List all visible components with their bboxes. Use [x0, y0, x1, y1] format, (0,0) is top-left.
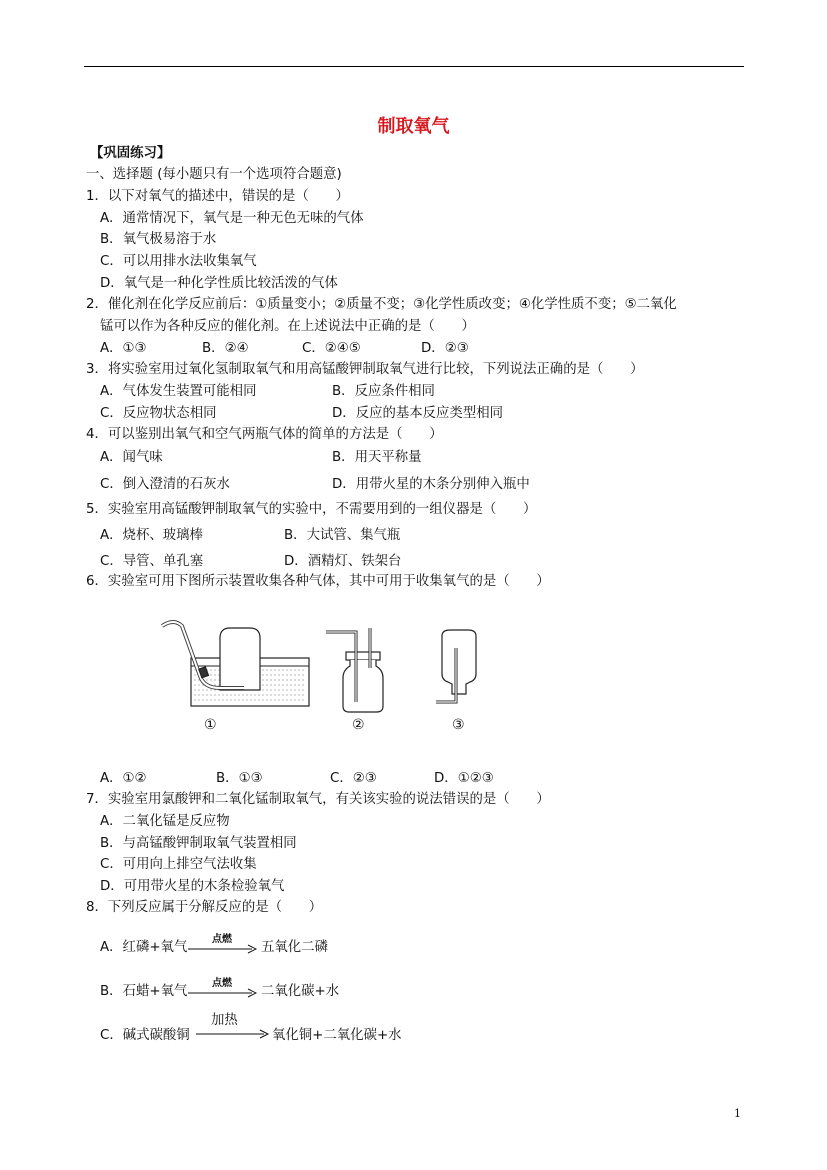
- q1-option-c: C．可以用排水法收集氧气: [100, 254, 257, 269]
- figure-label-2: ②: [352, 717, 365, 733]
- q7-stem: 7．实验室用氯酸钾和二氧化锰制取氧气，有关该实验的说法错误的是（ ）: [86, 792, 550, 807]
- q7-option-d: D．可用带火星的木条检验氧气: [100, 879, 285, 894]
- q8-option-a-product: 五氧化二磷: [261, 940, 328, 955]
- q8-option-b-condition: 点燃: [212, 978, 232, 989]
- q3-stem: 3．将实验室用过氧化氢制取氧气和用高锰酸钾制取氧气进行比较，下列说法正确的是（ ）: [86, 362, 644, 377]
- q8-option-c-products: 氧化铜+二氧化碳+水: [272, 1028, 402, 1043]
- q5-option-d: D．酒精灯、铁架台: [284, 554, 402, 569]
- q8-option-b-arrow: [188, 988, 258, 998]
- apparatus-1-water-displacement: [162, 622, 309, 706]
- q5-option-a: A．烧杯、玻璃棒: [100, 528, 203, 543]
- q1-option-b: B．氧气极易溶于水: [100, 232, 217, 247]
- q3-option-c: C．反应物状态相同: [100, 406, 217, 421]
- q6-option-b: B．①③: [216, 771, 263, 786]
- figure-label-3: ③: [452, 717, 465, 733]
- q5-stem: 5．实验室用高锰酸钾制取氧气的实验中，不需要用到的一组仪器是（ ）: [86, 502, 537, 517]
- q2-stem-line2: 锰可以作为各种反应的催化剂。在上述说法中正确的是（ ）: [100, 319, 475, 334]
- q6-stem: 6．实验室可用下图所示装置收集各种气体，其中可用于收集氧气的是（ ）: [86, 574, 550, 589]
- q8-option-a-condition: 点燃: [212, 934, 232, 945]
- q2-option-d: D．②③: [421, 341, 469, 356]
- q2-option-b: B．②④: [202, 341, 249, 356]
- q1-option-a: A．通常情况下，氧气是一种无色无味的气体: [100, 211, 364, 226]
- q8-option-c-arrow: [196, 1029, 270, 1039]
- q6-option-d: D．①②③: [434, 771, 494, 786]
- section-intro: 一、选择题 (每小题只有一个选项符合题意): [86, 167, 342, 182]
- q4-stem: 4．可以鉴别出氧气和空气两瓶气体的简单的方法是（ ）: [86, 427, 443, 442]
- q8-option-a-arrow: [188, 944, 258, 954]
- apparatus-3-inverted-bottle: [436, 630, 476, 702]
- q8-option-b-reactants: B．石蜡+氧气: [100, 984, 188, 999]
- q8-option-b-product: 二氧化碳+水: [261, 984, 340, 999]
- q7-option-c: C．可用向上排空气法收集: [100, 857, 257, 872]
- q7-option-a: A．二氧化锰是反应物: [100, 814, 230, 829]
- section-heading: 【巩固练习】: [90, 146, 171, 161]
- q3-option-b: B．反应条件相同: [332, 384, 435, 399]
- q5-option-b: B．大试管、集气瓶: [284, 528, 401, 543]
- figure-label-1: ①: [204, 717, 217, 733]
- q8-option-a-reactants: A．红磷+氧气: [100, 940, 188, 955]
- apparatus-2-gas-bottle: [326, 628, 383, 712]
- q8-stem: 8．下列反应属于分解反应的是（ ）: [86, 900, 323, 915]
- q2-stem-line1: 2．催化剂在化学反应前后：①质量变小；②质量不变；③化学性质改变；④化学性质不变；⑤二氧化: [86, 297, 677, 312]
- q6-option-a: A．①②: [100, 771, 147, 786]
- q4-option-b: B．用天平称量: [332, 450, 422, 465]
- q1-stem: 1．以下对氧气的描述中，错误的是（ ）: [86, 189, 349, 204]
- q4-option-a: A．闻气味: [100, 450, 163, 465]
- header-rule: [84, 66, 744, 67]
- q5-option-c: C．导管、单孔塞: [100, 554, 204, 569]
- q7-option-b: B．与高锰酸钾制取氧气装置相同: [100, 836, 297, 851]
- q6-option-c: C．②③: [330, 771, 377, 786]
- q3-option-d: D．反应的基本反应类型相同: [332, 406, 503, 421]
- page-title: 制取氧气: [377, 116, 450, 137]
- q2-option-c: C．②④⑤: [302, 341, 361, 356]
- page-number: 1: [734, 1107, 741, 1120]
- q3-option-a: A．气体发生装置可能相同: [100, 384, 257, 399]
- q4-option-c: C．倒入澄清的石灰水: [100, 477, 230, 492]
- q4-option-d: D．用带火星的木条分别伸入瓶中: [332, 477, 530, 492]
- q8-option-c-reactant: C．碱式碳酸铜: [100, 1028, 190, 1043]
- q2-option-a: A．①③: [100, 341, 147, 356]
- q8-option-c-condition: 加热: [211, 1013, 238, 1028]
- q1-option-d: D．氧气是一种化学性质比较活泼的气体: [100, 276, 338, 291]
